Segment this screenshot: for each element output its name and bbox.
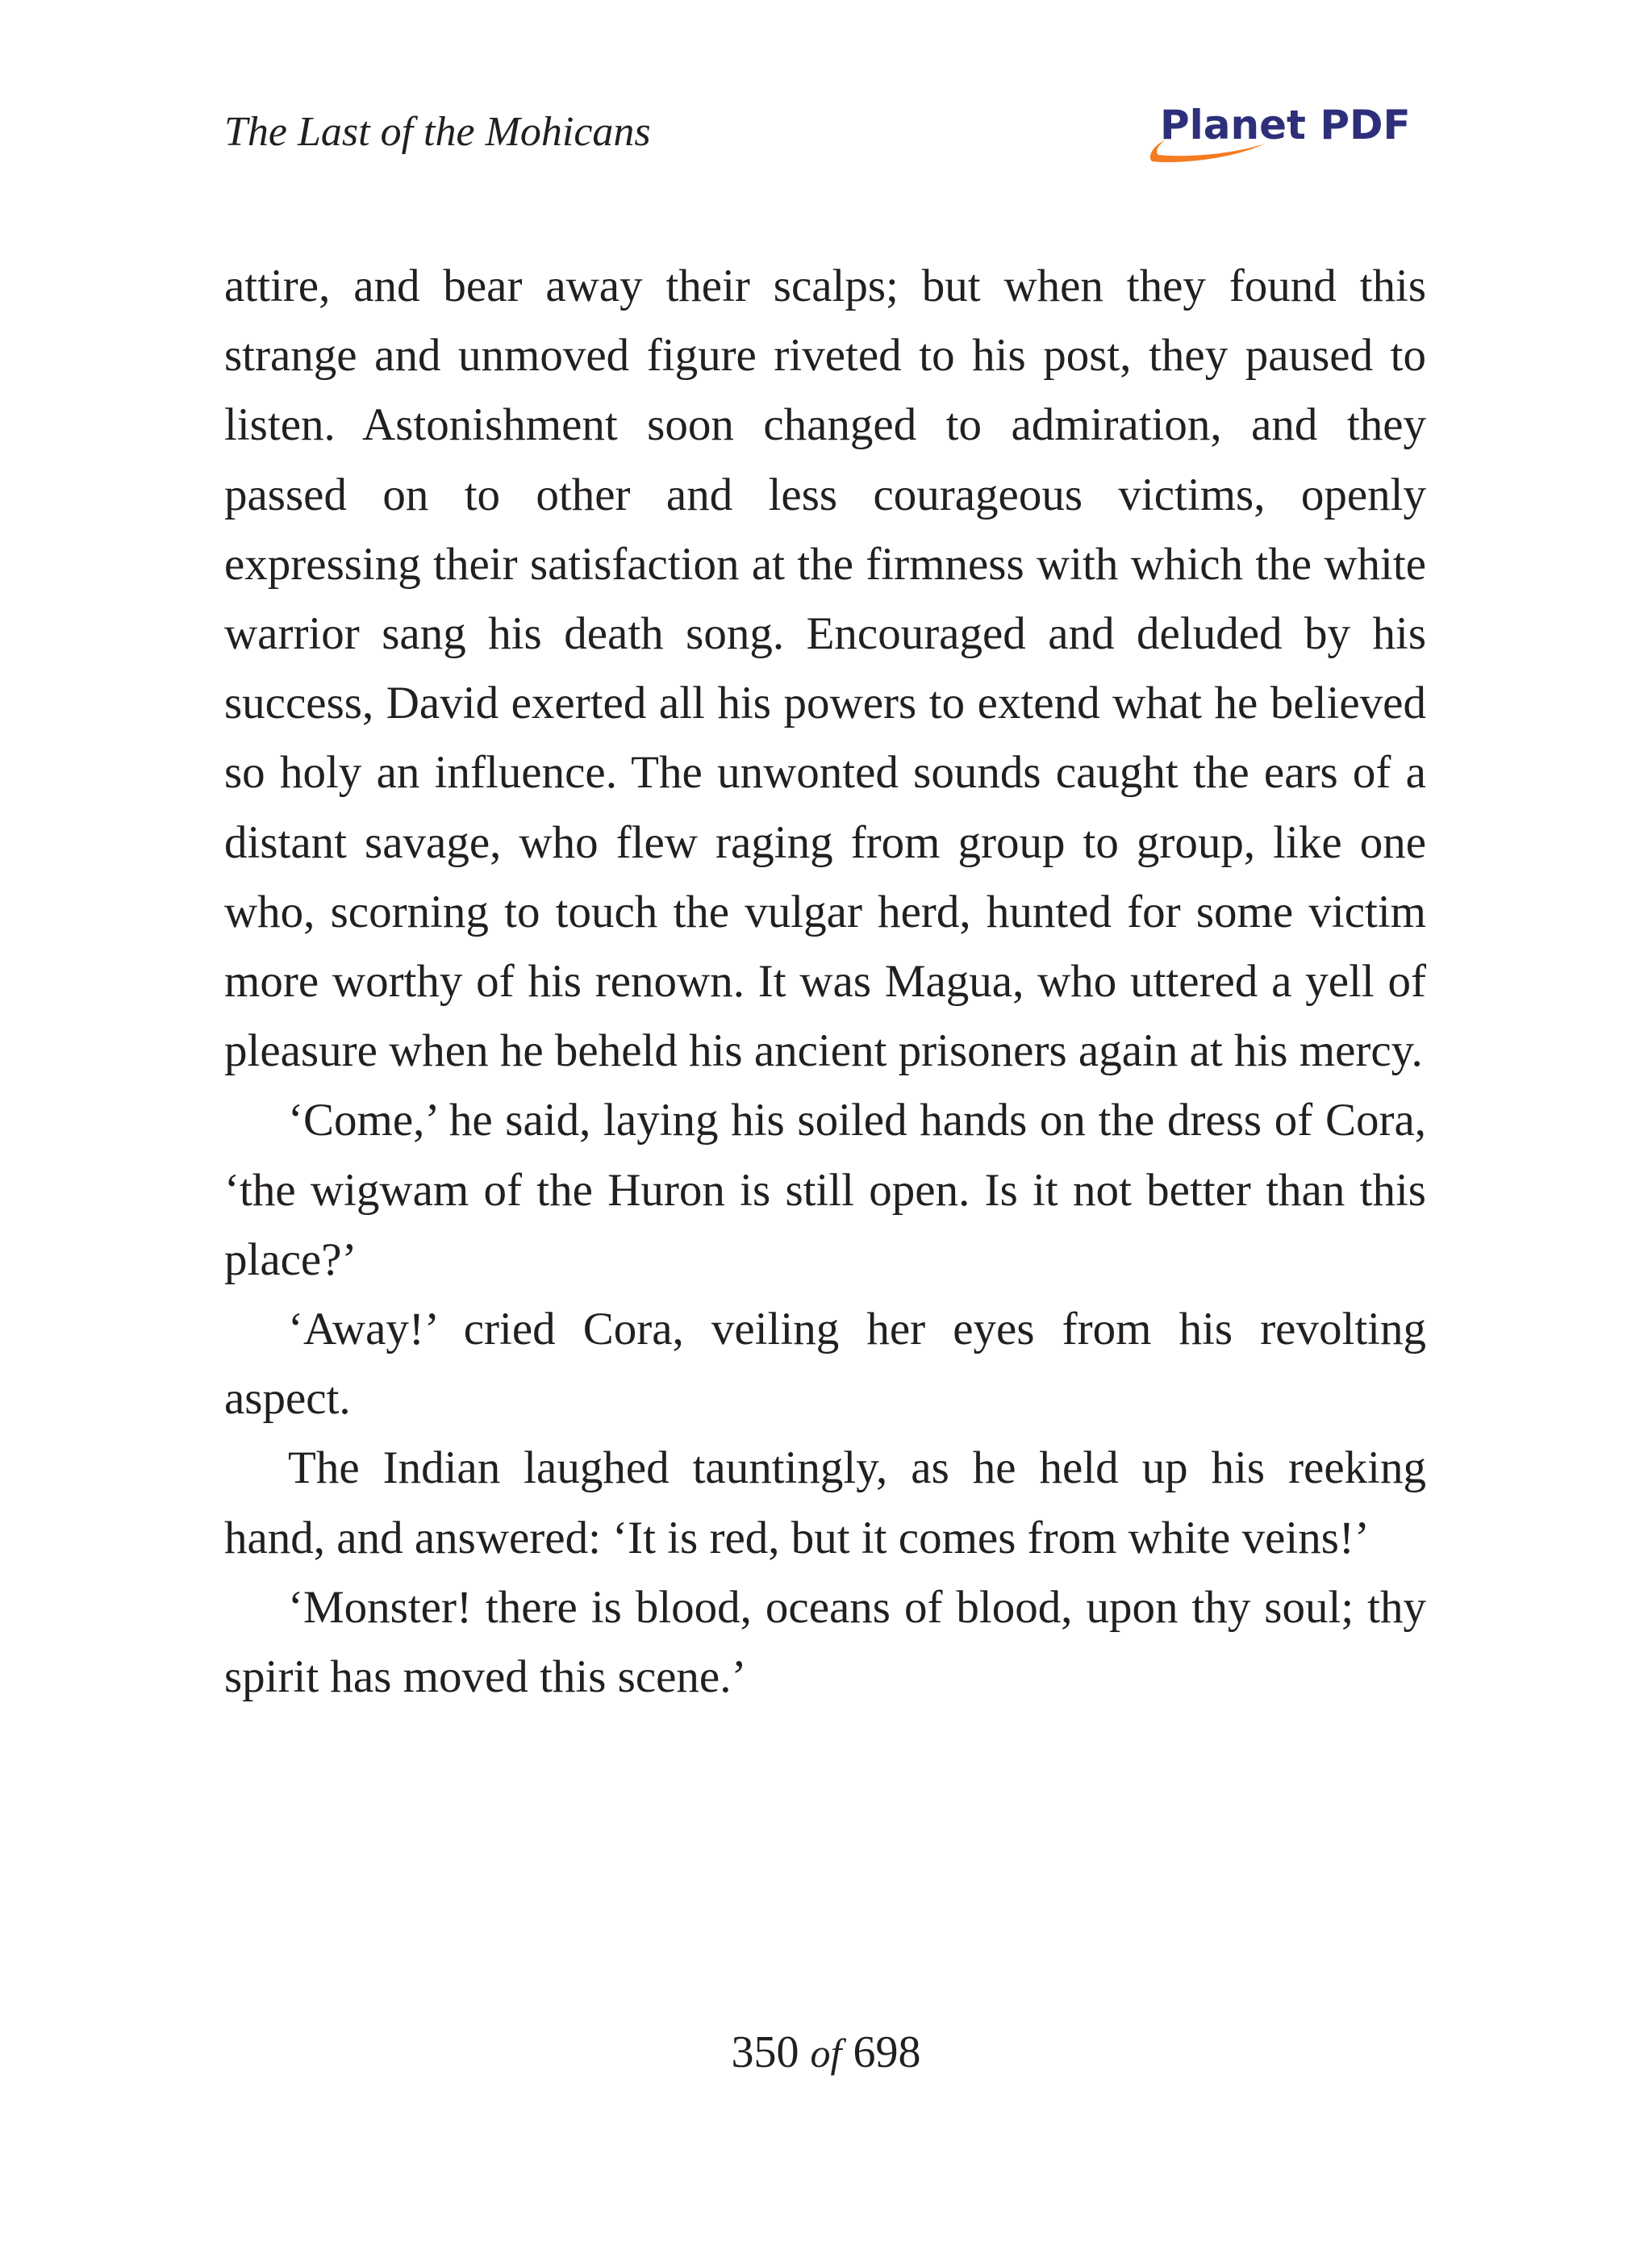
paragraph-cora-away: ‘Away!’ cried Cora, veiling her eyes from his revolting aspect. bbox=[224, 1304, 1426, 1425]
page-of: of bbox=[810, 2031, 842, 2076]
page-header bbox=[224, 97, 1428, 186]
paragraph-indian-laughed: The Indian laughed tauntingly, as he held up his reeking hand, and answered: ‘It is red, but it comes from white veins!’ bbox=[224, 1442, 1426, 1563]
page-current: 350 bbox=[731, 2027, 799, 2077]
planet-pdf-logo[interactable] bbox=[1147, 102, 1421, 177]
page-body bbox=[224, 252, 1426, 1712]
paragraph-continued: attire, and bear away their scalps; but when they found this strange and unmoved figure riveted to his post, they paused to listen. Astonishment soon changed to admiration, and they passed on to other and less courageous victims, openly expressing their satisfaction at the firmness with which the white warrior sang his death song. Encouraged and deluded by his success, David exerted all his powers to extend what he believed so holy an influence. The unwonted sounds caught the ears of a distant savage, who flew raging from group to group, like one who, scorning to touch the vulgar herd, hunted for some victim more worthy of his renown. It was Magua, who uttered a yell of pleasure when he beheld his ancient prisoners again at his mercy. bbox=[224, 261, 1426, 1077]
page-number bbox=[0, 2027, 1652, 2077]
logo-text: Planet PDF bbox=[1160, 102, 1411, 148]
paragraph-monster: ‘Monster! there is blood, oceans of blood, upon thy soul; thy spirit has moved this scene.’ bbox=[224, 1581, 1426, 1703]
paragraph-magua-come: ‘Come,’ he said, laying his soiled hands on the dress of Cora, ‘the wigwam of the Huron is still open. Is it not better than this place?’ bbox=[224, 1095, 1426, 1285]
book-title: The Last of the Mohicans bbox=[224, 109, 651, 155]
page-total: 698 bbox=[853, 2027, 921, 2077]
